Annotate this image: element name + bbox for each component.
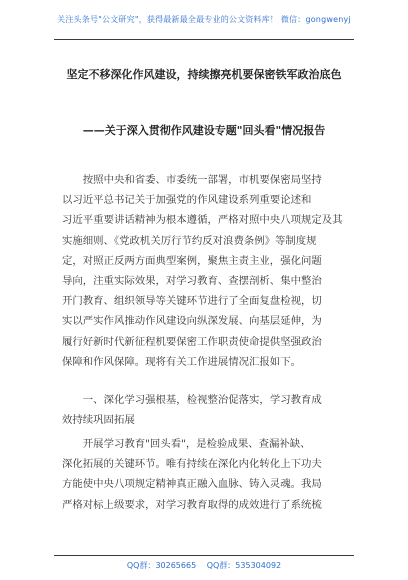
text-line: 开门教育、组织领导等关键环节进行了全面复盘检视，切 (62, 295, 322, 308)
footer-qq-group-1: QQ群：30265665 (126, 561, 197, 570)
footer (0, 560, 408, 571)
text-line: 效持续巩固拓展 (62, 414, 135, 427)
text-line: 定，对照正反两方面典型案例，聚焦主责主业，强化问题 (62, 254, 322, 267)
header-note: 关注头条号"公文研究"，获得最新最全最专业的公文资料库！ 微信：gongwenyj (57, 15, 351, 24)
text-line: 严格对标上级要求，对学习教育取得的成效进行了系统梳 (62, 498, 322, 511)
paragraph-2 (62, 434, 348, 515)
text-line: 一、深化学习强根基，检视整治促落实，学习教育成 (82, 394, 322, 406)
text-line: 履行好新时代新征程机要保密工作职责使命提供坚强政治 (62, 335, 322, 348)
paragraph-1 (62, 170, 348, 372)
text-line: 开展学习教育"回头看"，是检验成果、查漏补缺、 (82, 438, 311, 450)
text-line: 按照中央和省委、市委统一部署，市机要保密局坚持 (82, 174, 322, 186)
text-line: 习近平重要讲话精神为根本遵循，严格对照中央八项规定及其 (62, 214, 343, 227)
text-line: 导向，注重实际效果，对学习教育、查摆剖析、集中整治 (62, 275, 322, 288)
text-line: 以习近平总书记关于加强党的作风建设系列重要论述和 (62, 194, 312, 207)
section-heading-1 (62, 390, 348, 430)
header-divider (54, 39, 354, 40)
text-line: 方能使中央八项规定精神真正融入血脉、铸入灵魂。我局 (62, 478, 322, 491)
document-title: 坚定不移深化作风建设，持续擦亮机要保密铁军政治底色 (66, 68, 342, 81)
text-line: 实以严实作风推动作风建设向纵深发展、向基层延伸，为 (62, 315, 322, 328)
text-line: 深化拓展的关键环节。唯有持续在深化内化转化上下功夫 (62, 458, 322, 471)
footer-divider (54, 555, 354, 556)
text-line: 保障和作风保障。现将有关工作进展情况汇报如下。 (62, 355, 301, 368)
text-line: 实施细则、《党政机关厉行节约反对浪费条例》等制度规 (62, 234, 317, 247)
document-subtitle: ——关于深入贯彻作风建设专题"回头看"情况报告 (82, 124, 326, 137)
footer-qq-group-2: QQ群：535304092 (206, 561, 282, 570)
